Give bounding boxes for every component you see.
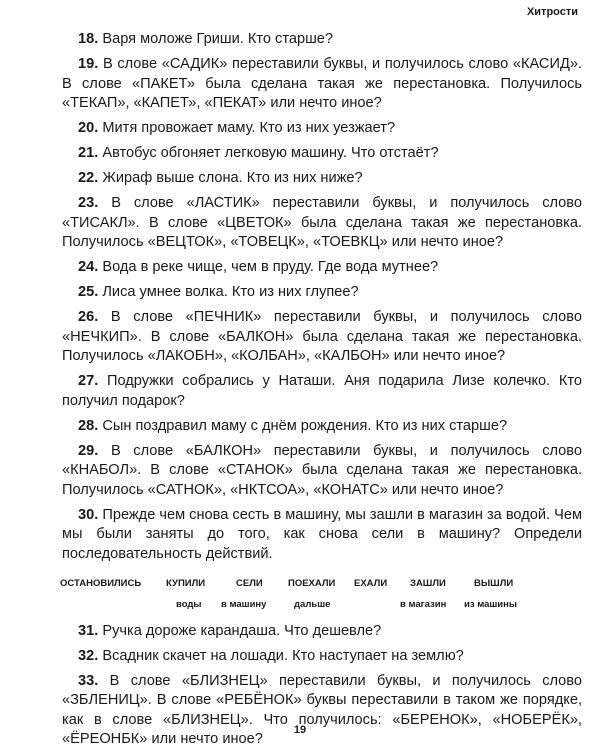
question-24 bbox=[62, 258, 582, 278]
question-number: 32. bbox=[78, 647, 99, 664]
question-text: В слове «ЛАСТИК» переставили буквы, и получилось слово «ТИСАКЛ». В слове «ЦВЕТОК» была сделана такая же перестановка. Получилось «ВЕЦТОК», «ТОВЕЦК», «ТОЕВКЦ» или нечто иное? bbox=[62, 195, 583, 250]
page-header: Хитрости bbox=[526, 6, 578, 18]
question-number: 28. bbox=[78, 417, 99, 434]
question-26 bbox=[62, 308, 582, 367]
question-30 bbox=[62, 506, 582, 565]
sequence-word: ВЫШЛИ bbox=[474, 577, 514, 589]
question-number: 31. bbox=[78, 622, 99, 639]
question-19 bbox=[62, 55, 582, 114]
sequence-word: КУПИЛИ bbox=[166, 577, 206, 589]
question-text: Сын поздравил маму с днём рождения. Кто из них старше? bbox=[102, 417, 508, 434]
sequence-word: СЕЛИ bbox=[236, 577, 263, 589]
question-number: 26. bbox=[78, 309, 99, 325]
question-text: Жираф выше слона. Кто из них ниже? bbox=[102, 170, 363, 186]
question-32 bbox=[62, 647, 582, 667]
question-text: Всадник скачет на лошади. Кто наступает на землю? bbox=[102, 647, 464, 664]
content bbox=[62, 30, 582, 755]
question-31 bbox=[62, 622, 582, 642]
sequence-sub: в магазин bbox=[400, 598, 447, 610]
question-text: Подружки собрались у Наташи. Аня подарила Лизе колечко. Кто получил подарок? bbox=[62, 373, 582, 409]
sequence-word: ПОЕХАЛИ bbox=[288, 577, 336, 589]
question-27 bbox=[62, 372, 582, 411]
question-number: 25. bbox=[78, 284, 99, 300]
question-text: Лиса умнее волка. Кто из них глупее? bbox=[102, 284, 359, 300]
question-18 bbox=[62, 30, 582, 50]
question-text: Прежде чем снова сесть в машину, мы зашли в магазин за водой. Чем мы были заняты до того, как снова сели в машину? Определи последовательность действий. bbox=[62, 506, 582, 562]
sequence-sub: дальше bbox=[294, 598, 331, 610]
question-33 bbox=[62, 672, 582, 750]
question-number: 24. bbox=[78, 259, 99, 275]
question-number: 18. bbox=[78, 31, 99, 47]
sequence-sub: воды bbox=[176, 598, 202, 610]
question-number: 33. bbox=[78, 672, 99, 689]
question-text: Митя провожает маму. Кто из них уезжает? bbox=[102, 120, 396, 136]
question-text: Ручка дороже карандаша. Что дешевле? bbox=[102, 622, 382, 639]
question-23 bbox=[62, 194, 582, 253]
question-29 bbox=[62, 442, 582, 501]
question-number: 23. bbox=[78, 195, 99, 211]
question-text: В слове «БАЛКОН» переставили буквы, и получилось слово «КНАБОЛ». В слове «СТАНОК» была сделана такая же перестановка. Получилось «САТНОК», «НКТСОА», «КОНАТС» или нечто иное? bbox=[62, 442, 582, 498]
question-text: В слове «ПЕЧНИК» переставили буквы, и получилось слово «НЕЧКИП». В слове «БАЛКОН» была сделана такая же перестановка. Получилось «ЛАКОБН», «КОЛБАН», «КАЛБОН» или нечто иное? bbox=[62, 309, 583, 364]
page-number: 19 bbox=[293, 724, 307, 736]
question-number: 21. bbox=[78, 145, 99, 161]
question-text: Варя моложе Гриши. Кто старше? bbox=[102, 31, 334, 47]
sequence-word: ЕХАЛИ bbox=[354, 577, 388, 589]
sequence-sub: из машины bbox=[464, 598, 517, 610]
action-sequence bbox=[54, 570, 594, 618]
question-22 bbox=[62, 169, 582, 189]
question-28 bbox=[62, 417, 582, 437]
question-text: В слове «БЛИЗНЕЦ» переставили буквы, и получилось слово «ЗБЛЕНИЦ». В слове «РЕБЁНОК» буквы переставили в таком же порядке, как в слове «БЛИЗНЕЦ». Что получилось: «БЕРЕНОК», «НОБЕРЁК», «ЁРЕОНБК» или нечто иное? bbox=[62, 672, 582, 747]
question-number: 20. bbox=[78, 120, 99, 136]
question-text: Вода в реке чище, чем в пруду. Где вода мутнее? bbox=[102, 259, 439, 275]
question-number: 22. bbox=[78, 170, 99, 186]
question-number: 29. bbox=[78, 442, 99, 459]
question-20 bbox=[62, 119, 582, 139]
question-text: Автобус обгоняет легковую машину. Что отстаёт? bbox=[102, 145, 439, 161]
question-21 bbox=[62, 144, 582, 164]
question-number: 30. bbox=[78, 506, 99, 523]
question-number: 27. bbox=[78, 373, 99, 389]
sequence-sub: в машину bbox=[221, 598, 267, 610]
question-25 bbox=[62, 283, 582, 303]
sequence-word: ОСТАНОВИЛИСЬ bbox=[60, 577, 142, 589]
question-number: 19. bbox=[78, 56, 99, 72]
question-text: В слове «САДИК» переставили буквы, и получилось слово «КАСИД». В слове «ПАКЕТ» была сделана такая же перестановка. Получилось «ТЕКАП», «КАПЕТ», «ПЕКАТ» или нечто иное? bbox=[62, 56, 583, 111]
sequence-word: ЗАШЛИ bbox=[410, 577, 446, 589]
